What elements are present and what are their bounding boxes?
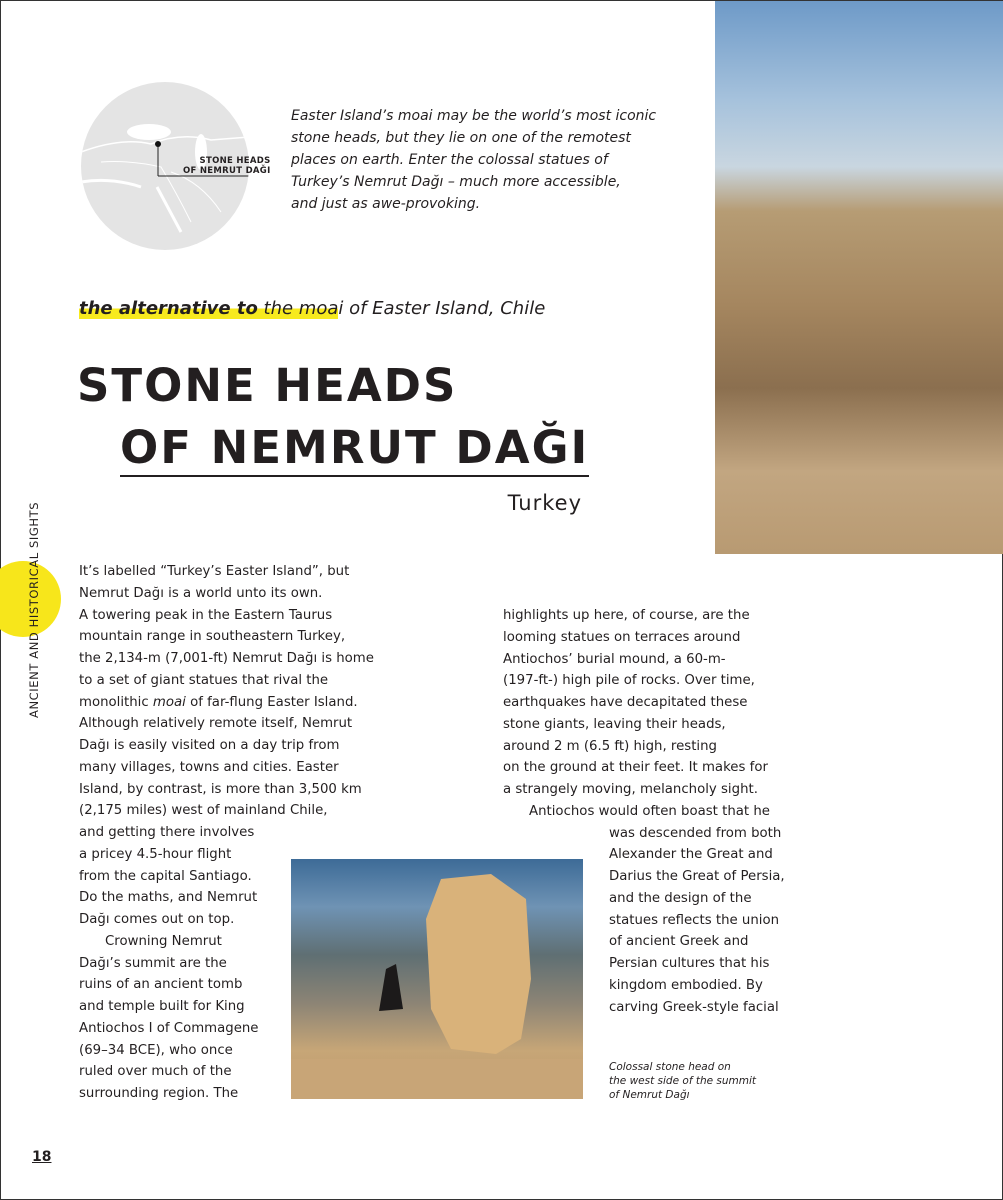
- stone-head-illustration: [291, 859, 583, 1099]
- body-line: statues reflects the union: [609, 912, 780, 928]
- body-line: on the ground at their feet. It makes for: [503, 760, 768, 776]
- alt-mid: the moa: [257, 298, 339, 319]
- photo-caption: [609, 1060, 756, 1102]
- body-line: Dağı’s summit are the: [79, 955, 227, 971]
- caption-line: Colossal stone head on: [609, 1061, 731, 1073]
- alternative-subtitle: [79, 298, 545, 319]
- alt-rest: i of Easter Island, Chile: [338, 298, 546, 319]
- body-line: a pricey 4.5-hour flight: [79, 846, 232, 862]
- body-line: It’s labelled “Turkey’s Easter Island”, but: [79, 564, 350, 579]
- body-line: a strangely moving, melancholy sight.: [503, 782, 758, 797]
- body-line: stone giants, leaving their heads,: [503, 716, 726, 732]
- body-line: carving Greek-style facial: [609, 999, 779, 1015]
- body-line: mountain range in southeastern Turkey,: [79, 629, 346, 645]
- map-label-line: OF NEMRUT DAĞI: [183, 166, 271, 176]
- body-line: highlights up here, of course, are the: [503, 608, 750, 623]
- body-line: kingdom embodied. By: [609, 977, 763, 993]
- intro-text: [291, 105, 691, 215]
- map-label: [183, 156, 271, 176]
- body-line: Do the maths, and Nemrut: [79, 890, 258, 906]
- body-line: was descended from both: [609, 825, 782, 841]
- body-line: (2,175 miles) west of mainland Chile,: [79, 803, 328, 819]
- body-line: Although relatively remote itself, Nemrut: [79, 716, 353, 732]
- body-line: ruled over much of the: [79, 1064, 232, 1080]
- stone-head-photo: [291, 859, 583, 1099]
- body-line: and getting there involves: [79, 825, 255, 840]
- page-title-line-1: STONE HEADS: [77, 359, 458, 412]
- body-line: the 2,134-m (7,001-ft) Nemrut Dağı is home: [79, 651, 374, 666]
- intro-line: places on earth. Enter the colossal statues of: [291, 152, 608, 168]
- body-line: earthquakes have decapitated these: [503, 695, 748, 710]
- body-line: from the capital Santiago.: [79, 868, 252, 884]
- section-label: ANCIENT AND HISTORICAL SIGHTS: [27, 501, 41, 718]
- body-line: and temple built for King: [79, 999, 245, 1014]
- body-line: ruins of an ancient tomb: [79, 977, 243, 993]
- body-line: Island, by contrast, is more than 3,500 km: [79, 781, 362, 797]
- map-label-line: STONE HEADS: [199, 156, 271, 166]
- country-label: Turkey: [507, 491, 582, 515]
- body-line: Persian cultures that his: [609, 956, 770, 971]
- body-line: of ancient Greek and: [609, 934, 749, 950]
- body-line: many villages, towns and cities. Easter: [79, 759, 339, 775]
- caption-line: the west side of the summit: [609, 1075, 757, 1087]
- intro-line: Turkey’s Nemrut Dağı – much more accessible,: [291, 174, 621, 190]
- summit-rocks-photo: [715, 1, 1003, 554]
- body-line: Antiochos would often boast that he: [529, 803, 770, 819]
- body-line: Dağı is easily visited on a day trip from: [79, 738, 340, 753]
- page-title-line-2: OF NEMRUT DAĞI: [120, 423, 589, 477]
- body-line: around 2 m (6.5 ft) high, resting: [503, 738, 717, 754]
- body-line: Nemrut Dağı is a world unto its own.: [79, 585, 323, 601]
- body-line: to a set of giant statues that rival the: [79, 672, 329, 688]
- body-line: Darius the Great of Persia,: [609, 869, 785, 884]
- body-line: A towering peak in the Eastern Taurus: [79, 607, 333, 623]
- body-line: monolithic moai of far-flung Easter Island.: [79, 694, 358, 710]
- body-line: Crowning Nemrut: [105, 933, 222, 949]
- page-number: 18: [32, 1149, 52, 1165]
- body-line: and the design of the: [609, 890, 752, 906]
- alt-bold: the alternative to: [79, 298, 258, 319]
- intro-line: Easter Island’s moai may be the world’s most iconic: [291, 108, 657, 124]
- body-line: (69–34 BCE), who once: [79, 1042, 233, 1058]
- body-line: (197-ft-) high pile of rocks. Over time,: [503, 673, 755, 689]
- caption-line: of Nemrut Dağı: [609, 1089, 690, 1101]
- body-line: Antiochos’ burial mound, a 60-m-: [503, 651, 726, 667]
- body-line: Dağı comes out on top.: [79, 912, 235, 927]
- body-line: surrounding region. The: [79, 1086, 239, 1101]
- body-line: looming statues on terraces around: [503, 629, 741, 645]
- body-line: Alexander the Great and: [609, 847, 773, 863]
- intro-line: and just as awe-provoking.: [291, 196, 481, 212]
- intro-line: stone heads, but they lie on one of the remotest: [291, 130, 631, 146]
- body-line: Antiochos I of Commagene: [79, 1020, 259, 1036]
